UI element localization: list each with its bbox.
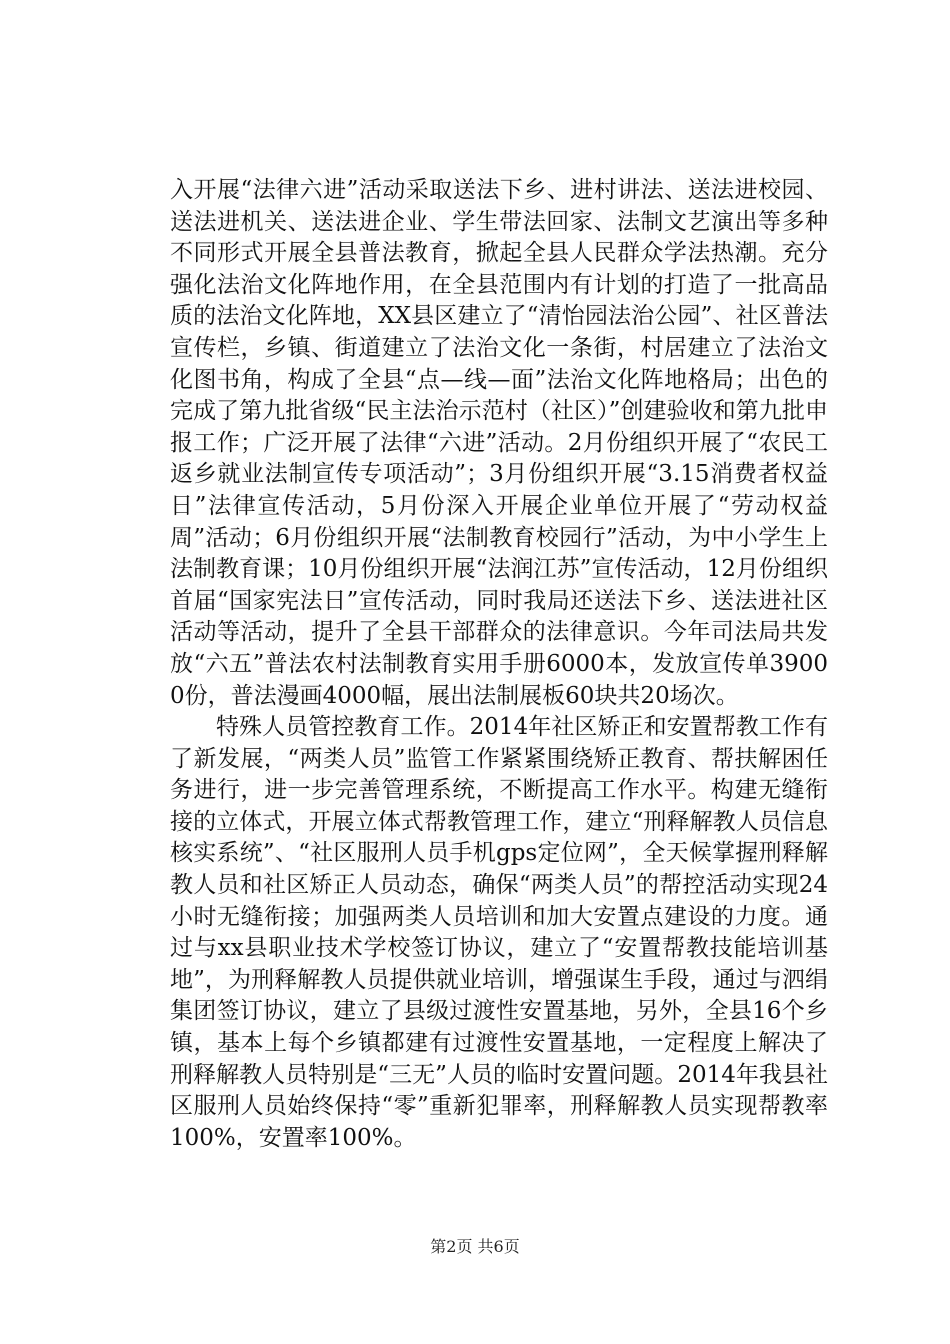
paragraph-special-personnel: 特殊人员管控教育工作。2014年社区矫正和安置帮教工作有了新发展，“两类人员”监管工作紧紧围绕矫正教育、帮扶解困任务进行，进一步完善管理系统，不断提高工作水平。构建无缝衔接的立体式，开展立体式帮教管理工作，建立“刑释解教人员信息核实系统”、“社区服刑人员手机gps定位网”，全天候掌握刑释解教人员和社区矫正人员动态，确保“两类人员”的帮控活动实现24小时无缝衔接；加强两类人员培训和加大安置点建设的力度。通过与xx县职业技术学校签订协议，建立了“安置帮教技能培训基地”，为刑释解教人员提供就业培训，增强谋生手段，通过与泗绢集团签订协议，建立了县级过渡性安置基地，另外，全县16个乡镇，基本上每个乡镇都建有过渡性安置基地，一定程度上解决了刑释解教人员特别是“三无”人员的临时安置问题。2014年我县社区服刑人员始终保持“零”重新犯罪率，刑释解教人员实现帮教率100%，安置率100%。 [170,714,828,1151]
document-body [170,175,828,1154]
page-footer: 第2页 共6页 [430,1237,520,1256]
paragraph-legal-publicity: 入开展“法律六进”活动采取送法下乡、进村讲法、送法进校园、送法进机关、送法进企业、学生带法回家、法制文艺演出等多种不同形式开展全县普法教育，掀起全县人民群众学法热潮。充分强化法治文化阵地作用，在全县范围内有计划的打造了一批高品质的法治文化阵地，XX县区建立了“清怡园法治公园”、社区普法宣传栏，乡镇、街道建立了法治文化一条街，村居建立了法治文化图书角，构成了全县“点—线—面”法治文化阵地格局；出色的完成了第九批省级“民主法治示范村（社区）”创建验收和第九批申报工作；广泛开展了法律“六进”活动。2月份组织开展了“农民工返乡就业法制宣传专项活动”；3月份组织开展“3.15消费者权益日”法律宣传活动，5月份深入开展企业单位开展了“劳动权益周”活动；6月份组织开展“法制教育校园行”活动，为中小学生上法制教育课；10月份组织开展“法润江苏”宣传活动，12月份组织首届“国家宪法日”宣传活动，同时我局还送法下乡、送法进社区活动等活动，提升了全县干部群众的法律意识。今年司法局共发放“六五”普法农村法制教育实用手册6000本，发放宣传单39000份，普法漫画4000幅，展出法制展板60块共20场次。 [170,177,828,709]
